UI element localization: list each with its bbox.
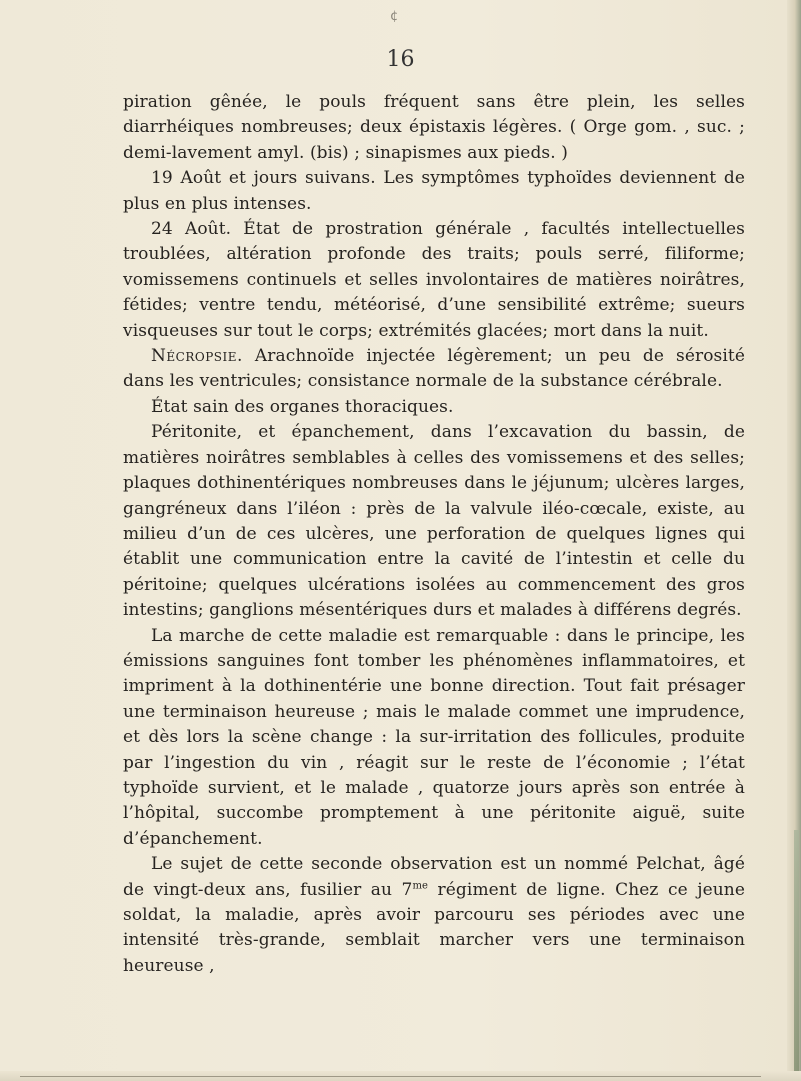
- paragraph-6: Péritonite, et épanchement, dans l’excavation du bassin, de matières noirâtres semblables à celles des vomissemens et des selles; plaques dothinentériques nombreuses dans le jéjunum; ulcères larges, gangréneux dans l’iléon : près de la valvule iléo-cœcale, existe, au milieu d’un de ces ulcères, une perforation de quelques lignes qui établit une communication entre la cavité de l’intestin et celle du péritoine; quelques ulcérations isolées au commencement des gros intestins; ganglions mésentériques durs et malades à différens degrés.: [123, 422, 745, 621]
- printer-mark: ¢: [390, 9, 399, 24]
- paragraph-8-text-b: régiment de ligne. Chez ce jeune soldat, la maladie, après avoir parcouru ses périodes avec une intensité très-grande, semblait marcher vers une terminaison heureuse ,: [123, 879, 745, 976]
- text-body: [123, 90, 745, 979]
- paragraph-1: piration gênée, le pouls fréquent sans être plein, les selles diarrhéiques nombreuses; deux épistaxis légères. ( Orge gom. , suc. ; demi-lavement amyl. (bis) ; sinapismes aux pieds. ): [123, 92, 745, 163]
- edge-line: [20, 1076, 761, 1077]
- paragraph-3: 24 Août. État de prostration générale , facultés intellectuelles troublées, altération profonde des traits; pouls serré, filiforme; vomissemens continuels et selles involontaires de matières noirâtres, fétides; ventre tendu, météorisé, d’une sensibilité extrême; sueurs visqueuses sur tout le corps; extrémités glacées; mort dans la nuit.: [123, 219, 745, 341]
- page-edge-right: [787, 0, 801, 1081]
- page-number: 16: [386, 47, 415, 72]
- paragraph-4-text: Arachnoïde injectée légèrement; un peu de sérosité dans les ventricules; consistance normale de la substance cérébrale.: [123, 346, 745, 392]
- paragraph-5: État sain des organes thoraciques.: [151, 396, 454, 417]
- page-edge-bottom: [0, 1071, 801, 1081]
- paragraph-2: 19 Août et jours suivans. Les symptômes typhoïdes deviennent de plus en plus intenses.: [123, 168, 745, 214]
- edge-strip: [794, 830, 799, 1080]
- paragraph-8: [123, 852, 745, 979]
- section-label-necropsie: Nécropsie.: [151, 346, 243, 367]
- paragraph-7: La marche de cette maladie est remarquable : dans le principe, les émissions sanguines font tomber les phénomènes inflammatoires, et impriment à la dothinentérie une bonne direction. Tout fait présager une terminaison heureuse ; mais le malade commet une imprudence, et dès lors la scène change : la sur-irritation des follicules, produite par l’ingestion du vin , réagit sur le reste de l’économie ; l’état typhoïde survient, et le malade , quatorze jours après son entrée à l’hôpital, succombe promptement à une péritonite aiguë, suite d’épanchement.: [123, 625, 745, 849]
- paragraph-8-text-a: Le sujet de cette seconde observation est un nommé Pelchat, âgé de vingt-deux ans, fusilier au 7: [123, 854, 745, 900]
- paragraph-4: [123, 344, 745, 395]
- ordinal-superscript: me: [412, 879, 429, 891]
